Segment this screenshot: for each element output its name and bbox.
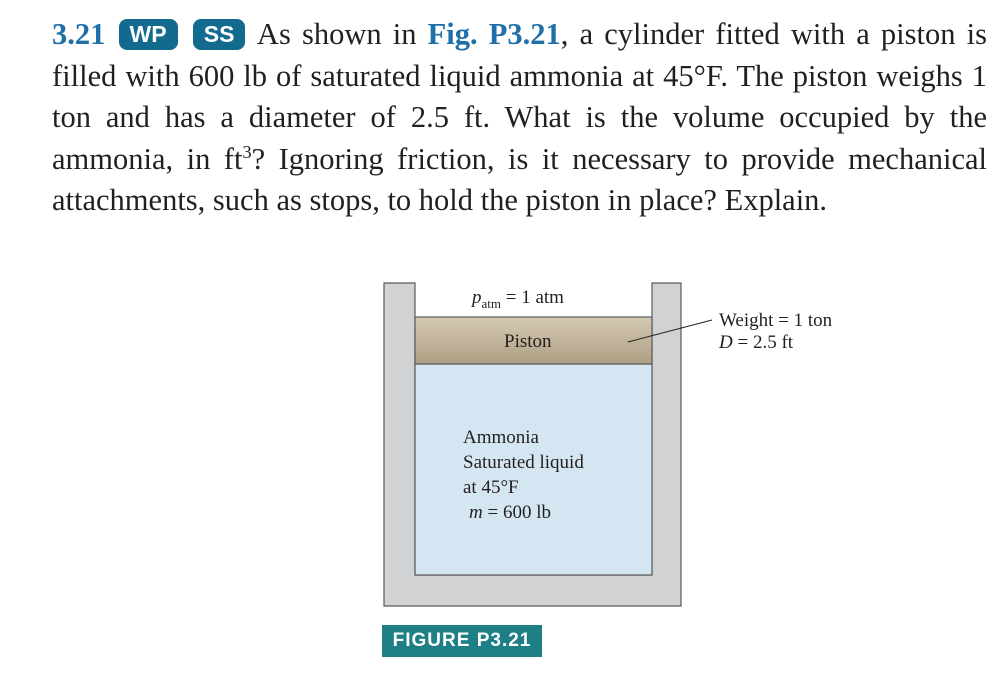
diameter-label: D = 2.5 ft: [719, 332, 794, 353]
ammonia-line: Ammonia: [463, 427, 539, 448]
ammonia-description: [463, 425, 584, 525]
figure-reference-link[interactable]: Fig. P3.21: [427, 17, 561, 51]
problem-text-question: ? Ignoring friction, is it necessary to provide mechanical attachments, such as stops, to hold the piston in place? Explain.: [52, 141, 988, 217]
piston-label: Piston: [504, 331, 552, 352]
atmospheric-pressure-label: $p_{atm} = 1$ atm: [472, 287, 564, 311]
ammonia-line: at 45°F: [463, 477, 519, 498]
problem-text-body: , a cylinder fitted with a piston is filled with 600 lb of saturated liquid ammonia at 45°F. The piston weighs 1 ton and has a diameter of 2.5 ft. What is the volume occupied by the ammonia, in ft: [52, 17, 987, 176]
problem-number: 3.21: [52, 17, 106, 51]
wp-badge[interactable]: WP: [119, 19, 178, 50]
figure-caption: FIGURE P3.21: [382, 625, 542, 657]
ammonia-line: Saturated liquid: [463, 452, 584, 473]
weight-label: Weight = 1 ton: [719, 310, 833, 331]
superscript-three: 3: [242, 141, 252, 162]
problem-text-intro: As shown in: [256, 17, 417, 51]
mass-label: m = 600 lb: [469, 502, 551, 523]
ss-badge[interactable]: SS: [193, 19, 246, 50]
